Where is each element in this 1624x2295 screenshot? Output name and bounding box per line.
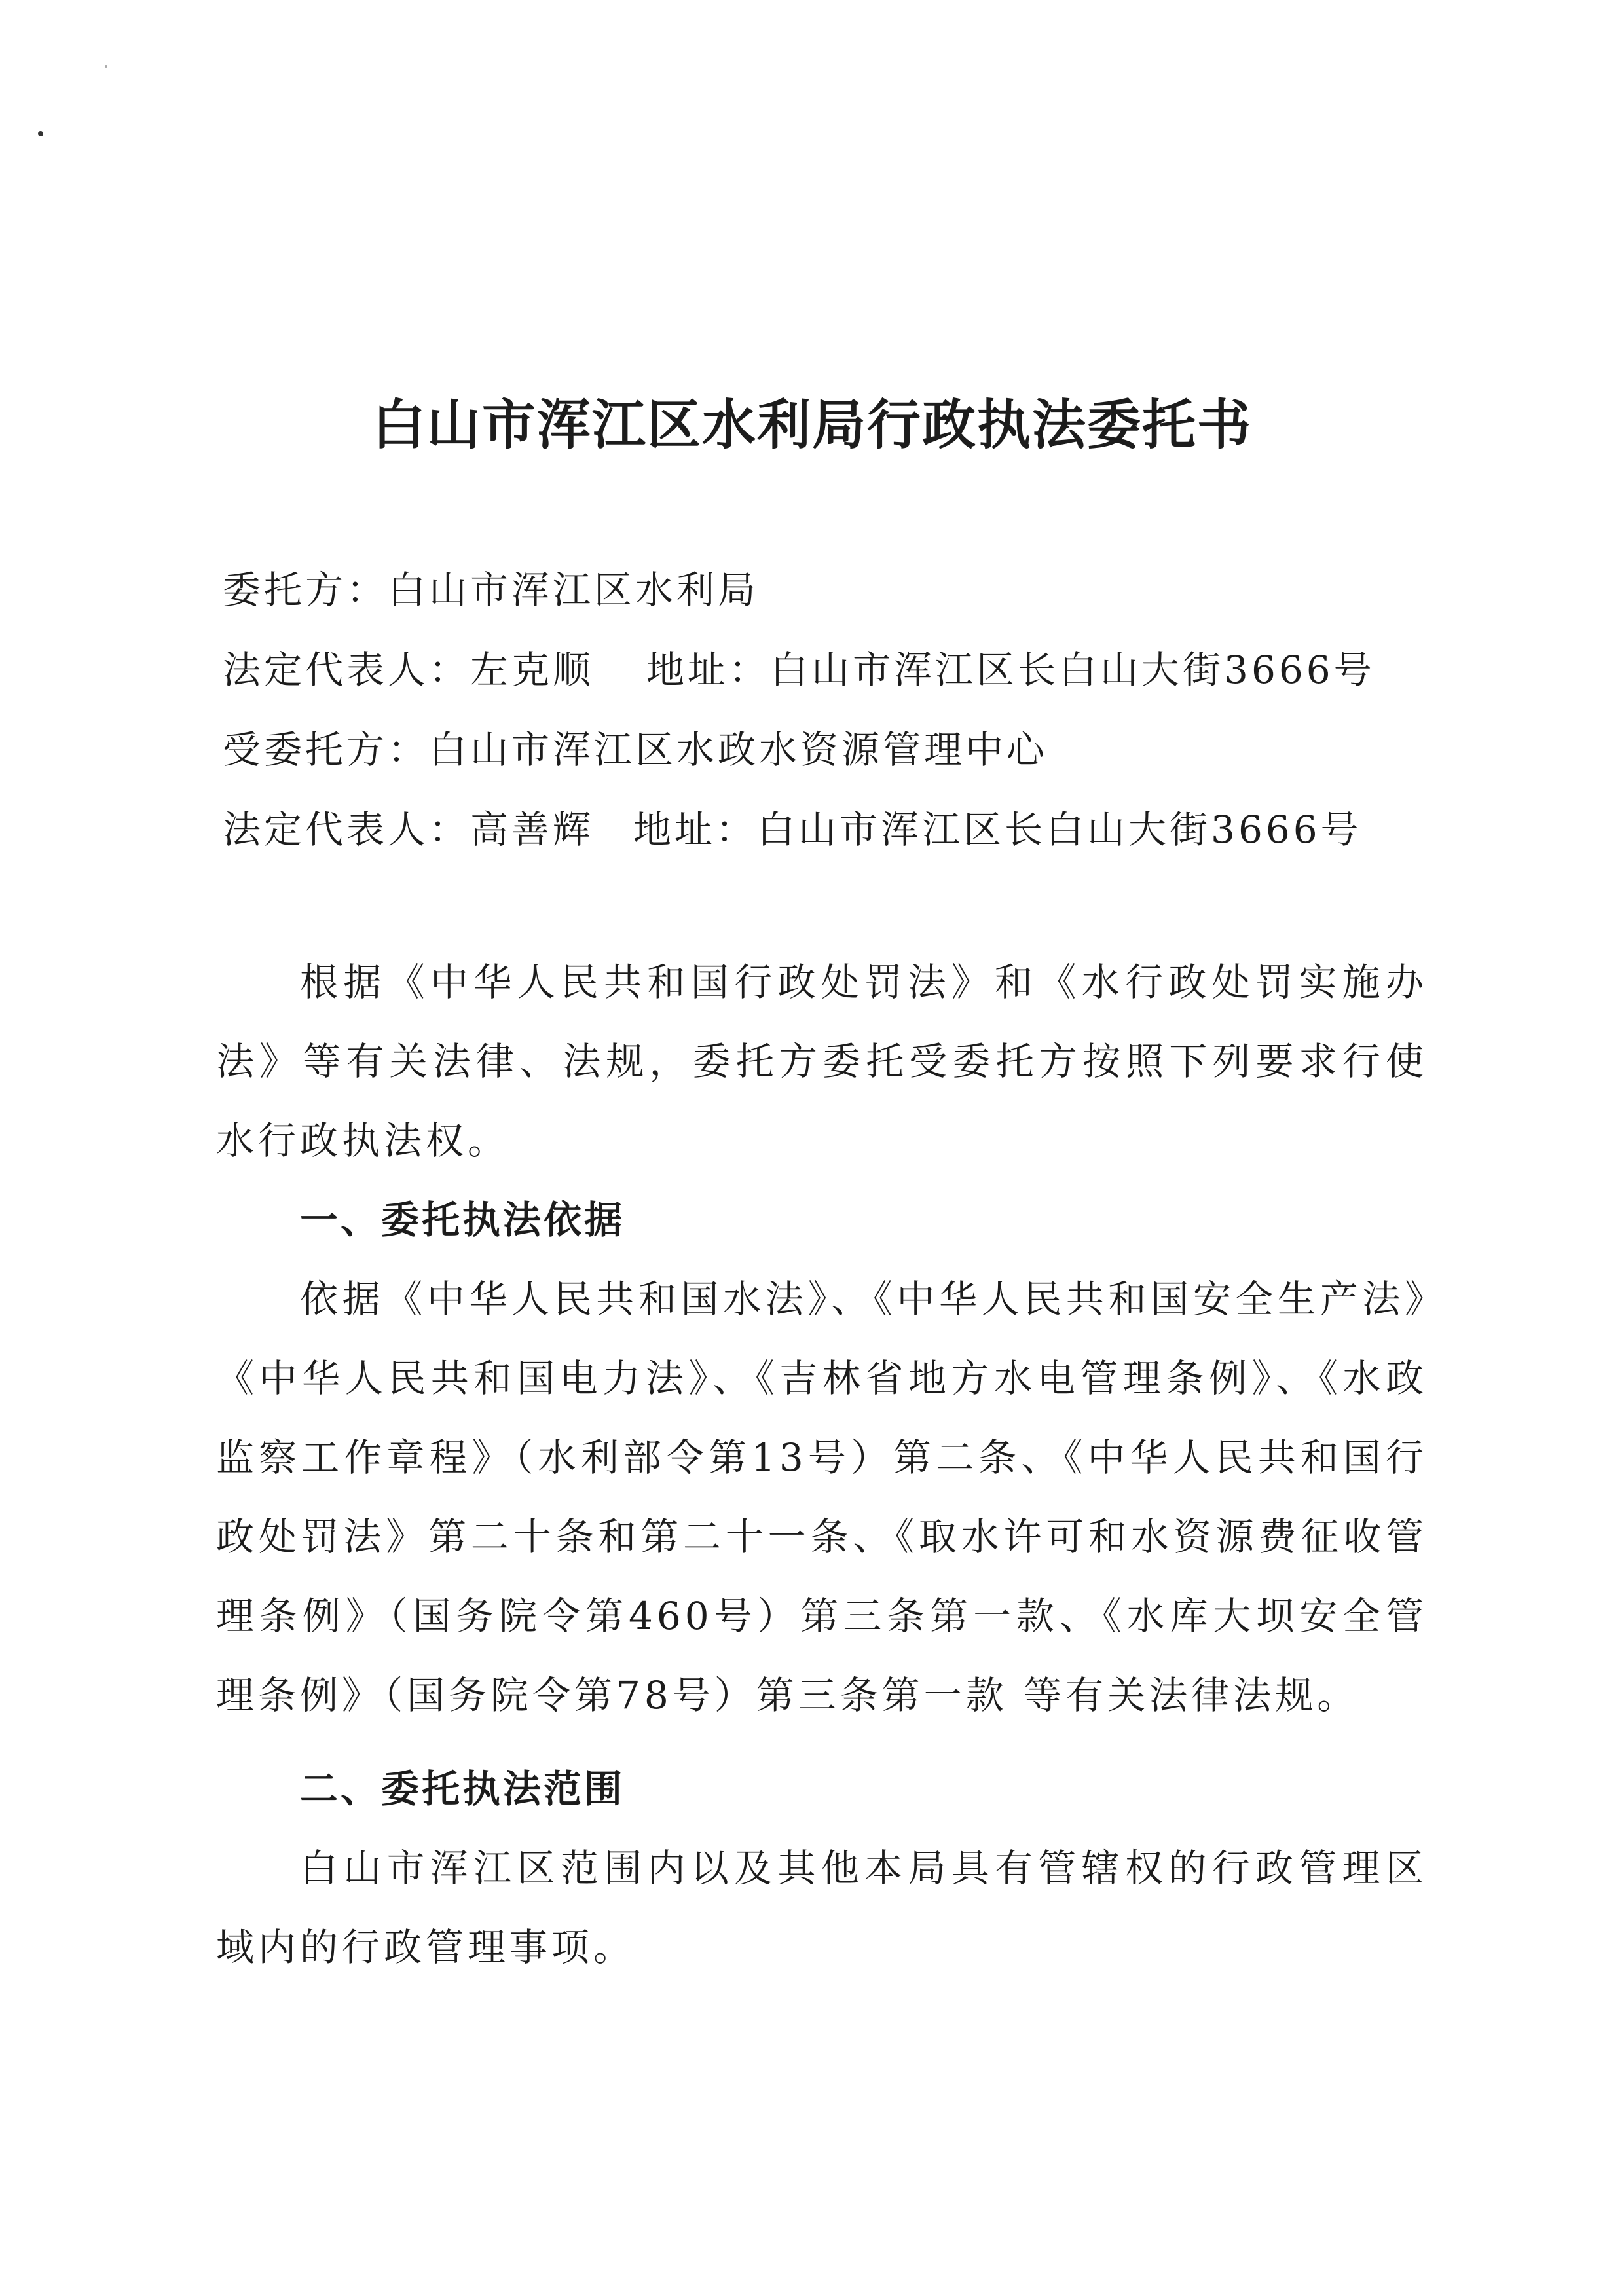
document-body bbox=[216, 943, 1428, 1987]
delegatee-address: 白山市浑江区长白山大街3666号 bbox=[757, 807, 1362, 852]
intro-paragraph: 根据《中华人民共和国行政处罚法》和《水行政处罚实施办法》等有关法律、法规，委托方委托受委托方按照下列要求行使水行政执法权。 bbox=[216, 960, 1428, 1163]
scan-speck bbox=[105, 65, 107, 68]
scan-speck bbox=[38, 131, 43, 136]
delegator-address: 白山市浑江区长白山大街3666号 bbox=[770, 648, 1375, 692]
delegator-label: 委托方： bbox=[223, 568, 388, 612]
delegator-line bbox=[223, 550, 1441, 630]
delegator-address-label: 地址： bbox=[646, 648, 771, 692]
section-heading-scope: 二、委托执法范围 bbox=[300, 1767, 625, 1811]
delegator-rep-line bbox=[223, 630, 1441, 710]
section-text-scope: 白山市浑江区范围内以及其他本局具有管辖权的行政管理区域内的行政管理事项。 bbox=[216, 1846, 1428, 1970]
document-title: 白山市浑江区水利局行政执法委托书 bbox=[371, 394, 1252, 456]
delegator-name: 白山市浑江区水利局 bbox=[388, 568, 760, 612]
delegatee-address-label: 地址： bbox=[633, 807, 758, 852]
delegatee-label: 受委托方： bbox=[223, 727, 430, 772]
delegatee-rep-line bbox=[223, 790, 1441, 870]
delegatee-rep-name: 高善辉 bbox=[470, 807, 595, 852]
section-heading-basis: 一、委托执法依据 bbox=[300, 1198, 625, 1242]
delegator-rep-name: 左克顺 bbox=[470, 648, 595, 692]
delegatee-name: 白山市浑江区水政水资源管理中心 bbox=[429, 727, 1048, 772]
section-text-basis: 依据《中华人民共和国水法》、《中华人民共和国安全生产法》《中华人民共和国电力法》、《吉林省地方水电管理条例》、《水政监察工作章程》（水利部令第13号）第二条、《中华人民共和国行政处罚法》第二十条和第二十一条、《取水许可和水资源费征收管理条例》（国务院令第460号）第三条第一款、《水库大坝安全管理条例》（国务院令第78号）第三条第一款 等有关法律法规。 bbox=[216, 1277, 1428, 1717]
delegator-rep-label: 法定代表人： bbox=[223, 648, 471, 692]
delegatee-rep-label: 法定代表人： bbox=[223, 807, 471, 852]
parties-block bbox=[223, 550, 1441, 870]
delegatee-line bbox=[223, 710, 1441, 790]
